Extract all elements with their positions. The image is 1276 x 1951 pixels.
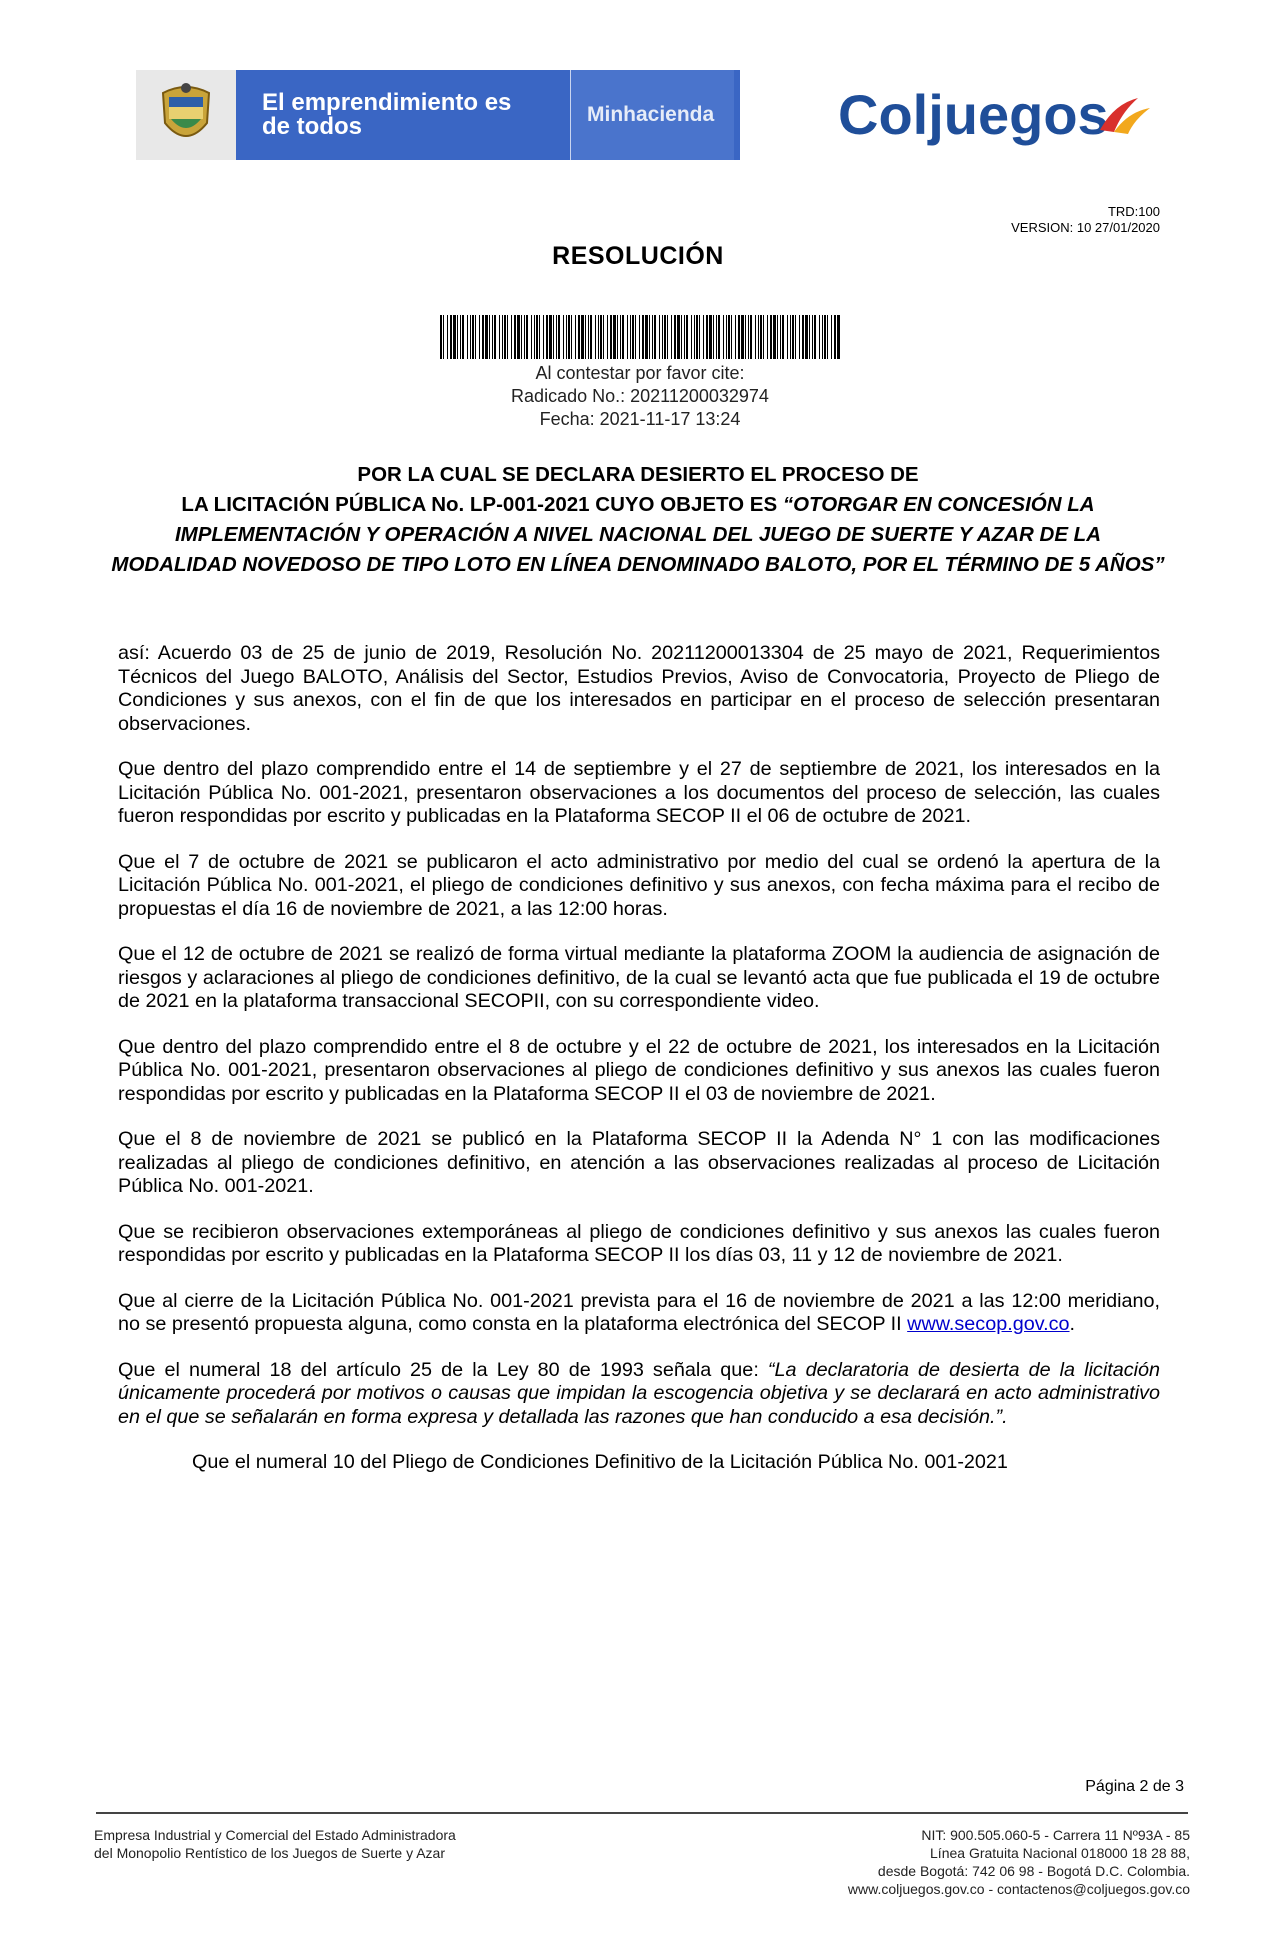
paragraph (118, 1290, 1160, 1337)
paragraph (118, 1359, 1160, 1430)
gov-slogan: El emprendimiento es de todos (262, 89, 512, 140)
paragraph-text: Que al cierre de la Licitación Pública No. 001-2021 prevista para el 16 de noviembre de 2021 a las 12:00 meridiano, no se presentó propuesta alguna, como consta en la plataforma electrónica del SECOP II (118, 1289, 1160, 1335)
heading-plain: LA LICITACIÓN PÚBLICA No. LP-001-2021 CUYO OBJETO ES (181, 493, 783, 516)
barcode (440, 315, 840, 359)
footer-web-email: www.coljuegos.gov.co - contactenos@coljuegos.gov.co (847, 1881, 1190, 1897)
paragraph: Que el 12 de octubre de 2021 se realizó de forma virtual mediante la plataforma ZOOM la audiencia de asignación de riesgos y aclaraciones al pliego de condiciones definitivo, de la cual se levantó acta que fue publicada el 19 de octubre de 2021 en la plataforma transaccional SECOPII, con su correspondiente video. (118, 943, 1160, 1012)
footer-nit-address: NIT: 900.505.060-5 - Carrera 11 Nº93A - 85 (921, 1827, 1190, 1843)
citation-block (420, 362, 860, 431)
footer-divider (96, 1812, 1188, 1814)
footer-company-line-1: Empresa Industrial y Comercial del Estado Administradora (94, 1827, 456, 1843)
paragraph: Que el 8 de noviembre de 2021 se publicó en la Plataforma SECOP II la Adenda N° 1 con las modificaciones realizadas al pliego de condiciones definitivo, en atención a las observaciones realizadas al proceso de Licitación Pública No. 001-2021. (118, 1128, 1160, 1197)
trd-version (1011, 204, 1160, 236)
paragraph-text: . (1069, 1313, 1076, 1335)
footer-phone-line: Línea Gratuita Nacional 018000 18 28 88, (930, 1845, 1190, 1861)
version-date: VERSION: 10 27/01/2020 (1011, 220, 1160, 235)
heading-line-1: POR LA CUAL SE DECLARA DESIERTO EL PROCESO DE (357, 463, 919, 486)
trd-code: TRD:100 (1107, 204, 1160, 219)
heading-line-2 (110, 490, 1166, 580)
document-body (118, 642, 1160, 1497)
paragraph: Que dentro del plazo comprendido entre el 8 de octubre y el 22 de octubre de 2021, los interesados en la Licitación Pública No. 001-2021, presentaron observaciones al pliego de condiciones definitivo y sus anexos las cuales fueron respondidas por escrito y publicadas en la Plataforma SECOP II el 03 de noviembre de 2021. (118, 1035, 1160, 1105)
cite-instruction: Al contestar por favor cite: (535, 363, 745, 383)
coat-of-arms-icon (136, 70, 236, 160)
secop-link[interactable]: www.secop.gov.co (907, 1313, 1070, 1335)
government-logo (136, 70, 740, 160)
paragraph: Que el 7 de octubre de 2021 se publicaron el acto administrativo por medio del cual se ordenó la apertura de la Licitación Pública No. 001-2021, el pliego de condiciones definitivo y sus anexos, con fecha máxima para el recibo de propuestas el día 16 de noviembre de 2021, a las 12:00 horas. (118, 850, 1160, 920)
footer-bogota-phone: desde Bogotá: 742 06 98 - Bogotá D.C. Colombia. (877, 1863, 1190, 1879)
ministry-name: Minhacienda (570, 70, 734, 160)
paragraph-text: Que el numeral 18 del artículo 25 de la Ley 80 de 1993 señala que: (118, 1358, 768, 1381)
heading-italic: “OTORGAR EN CONCESIÓN LA IMPLEMENTACIÓN Y OPERACIÓN A NIVEL NACIONAL DEL JUEGO DE SUERTE Y AZAR DE LA MODALIDAD NOVEDOSO DE TIPO LOTO EN LÍNEA DENOMINADO BALOTO, POR EL TÉRMINO DE 5 AÑOS” (111, 493, 1165, 576)
paragraph: así: Acuerdo 03 de 25 de junio de 2019, Resolución No. 20211200013304 de 25 mayo de 2021, Requerimientos Técnicos del Juego BALOTO, Análisis del Sector, Estudios Previos, Aviso de Convocatoria, Proyecto de Pliego de Condiciones y sus anexos, con el fin de que los interesados en participar en el proceso de selección presentaran observaciones. (118, 642, 1160, 735)
paragraph: Que el numeral 10 del Pliego de Condiciones Definitivo de la Licitación Pública No. 001-2021 (192, 1451, 1008, 1473)
footer-left (94, 1826, 456, 1862)
footer-company-line-2: del Monopolio Rentístico de los Juegos de Suerte y Azar (94, 1845, 445, 1861)
radicado-number: Radicado No.: 20211200032974 (511, 386, 769, 406)
page-number: Página 2 de 3 (1085, 1778, 1184, 1795)
brand-wordmark: Coljuegos (838, 83, 1109, 146)
radicado-date: Fecha: 2021-11-17 13:24 (539, 409, 741, 429)
paragraph: Que se recibieron observaciones extemporáneas al pliego de condiciones definitivo y sus anexos las cuales fueron respondidas por escrito y publicadas en la Plataforma SECOP II los días 03, 11 y 12 de noviembre de 2021. (118, 1220, 1160, 1266)
law-quote: “La declaratoria de desierta de la licitación únicamente procederá por motivos o causas que impidan la escogencia objetiva y se declarará en acto administrativo en el que se señalarán en forma expresa y detallada las razones que han conducido a esa decisión.”. (118, 1358, 1161, 1428)
resolution-heading (110, 460, 1166, 580)
paragraph: Que dentro del plazo comprendido entre el 14 de septiembre y el 27 de septiembre de 2021, los interesados en la Licitación Pública No. 001-2021, presentaron observaciones a los documentos del proceso de selección, las cuales fueron respondidas por escrito y publicadas en la Plataforma SECOP II el 06 de octubre de 2021. (118, 758, 1160, 827)
footer-right (848, 1826, 1190, 1898)
coljuegos-logo (838, 82, 1198, 148)
document-type: RESOLUCIÓN (552, 242, 724, 270)
